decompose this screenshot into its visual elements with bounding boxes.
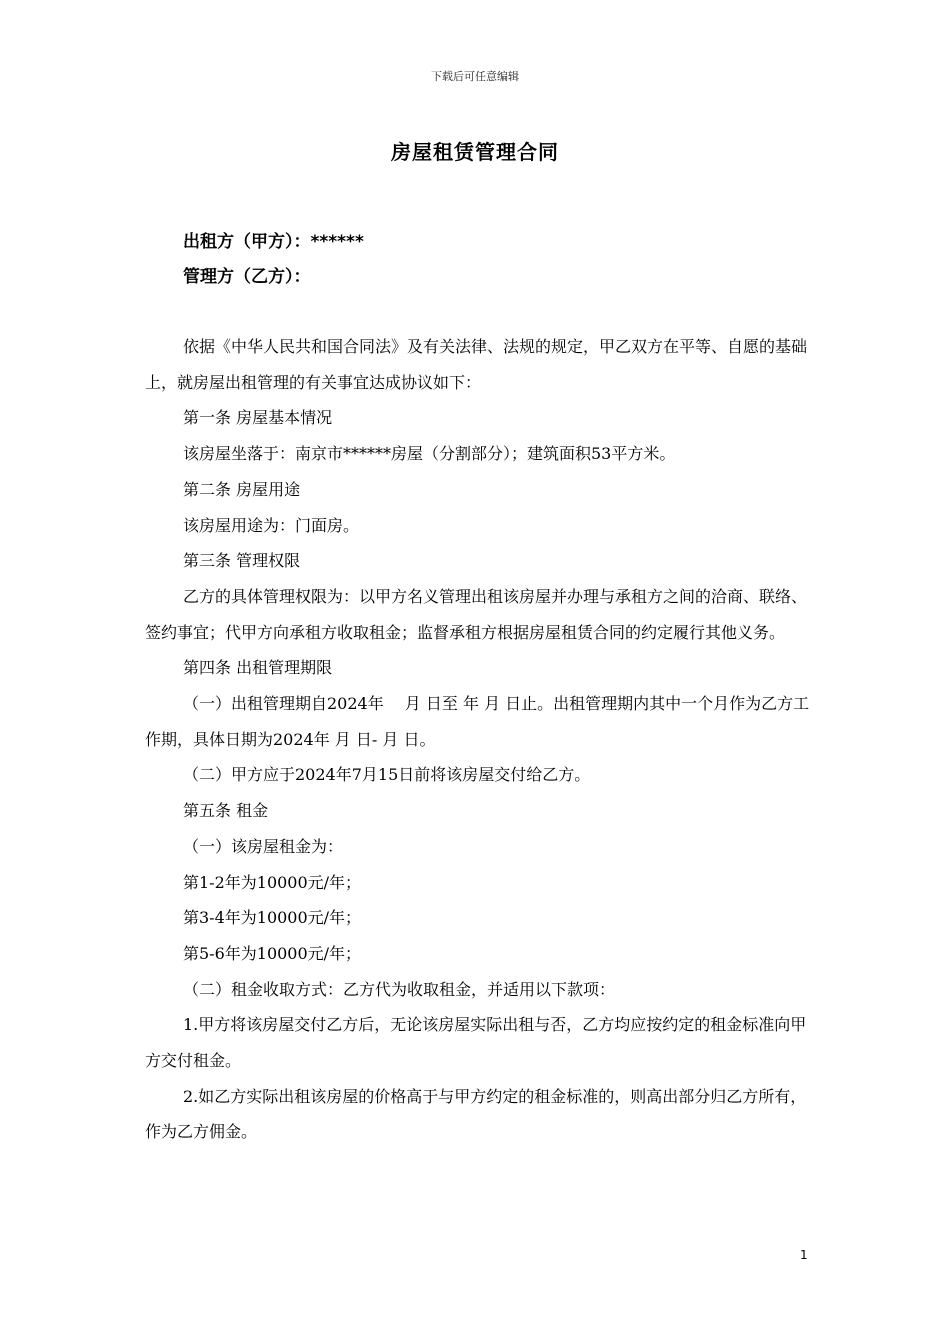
article-1-heading: 第一条 房屋基本情况 [183, 408, 333, 428]
article-4-heading: 第四条 出租管理期限 [183, 658, 333, 678]
article-3-heading: 第三条 管理权限 [183, 551, 301, 571]
article-5-clause-2: （二）租金收取方式：乙方代为收取租金，并适用以下款项： [183, 979, 616, 999]
article-1-text: 该房屋坐落于：南京市******房屋（分割部分）；建筑面积53平方米。 [183, 444, 676, 464]
rent-years-3-4: 第3-4年为10000元/年； [183, 908, 362, 928]
article-4-clause-1: （一）出租管理期自2024年 月 日至 年 月 日止。出租管理期内其中一个月作为乙方工作期，具体日期为2024年 月 日- 月 日。 [145, 694, 810, 749]
rent-item-2: 2.如乙方实际出租该房屋的价格高于与甲方约定的租金标准的，则高出部分归乙方所有，作为乙方佣金。 [145, 1086, 807, 1142]
manager-line: 管理方（乙方）： [183, 267, 311, 287]
rent-years-5-6: 第5-6年为10000元/年； [183, 943, 362, 963]
article-2-heading: 第二条 房屋用途 [183, 479, 301, 499]
rent-item-1: 1.甲方将该房屋交付乙方后，无论该房屋实际出租与否，乙方均应按约定的租金标准向甲方交付租金。 [145, 1015, 807, 1071]
intro-paragraph: 依据《中华人民共和国合同法》及有关法律、法规的规定，甲乙双方在平等、自愿的基础上，就房屋出租管理的有关事宜达成协议如下： [145, 337, 808, 392]
header-note: 下载后可任意编辑 [431, 70, 519, 83]
page-number: 1 [800, 1248, 808, 1262]
document-title: 房屋租赁管理合同 [391, 140, 559, 164]
article-5-heading: 第五条 租金 [183, 801, 269, 821]
article-3-text: 乙方的具体管理权限为：以甲方名义管理出租该房屋并办理与承租方之间的洽商、联络、签约事宜；代甲方向承租方收取租金；监督承租方根据房屋租赁合同的约定履行其他义务。 [145, 586, 808, 642]
article-2-text: 该房屋用途为：门面房。 [183, 515, 360, 535]
contract-body [145, 329, 810, 1150]
article-5-clause-1: （一）该房屋租金为： [183, 836, 344, 856]
rent-years-1-2: 第1-2年为10000元/年； [183, 872, 362, 892]
lessor-line: 出租方（甲方）：****** [183, 232, 364, 252]
article-4-clause-2: （二）甲方应于2024年7月15日前将该房屋交付给乙方。 [183, 765, 591, 785]
